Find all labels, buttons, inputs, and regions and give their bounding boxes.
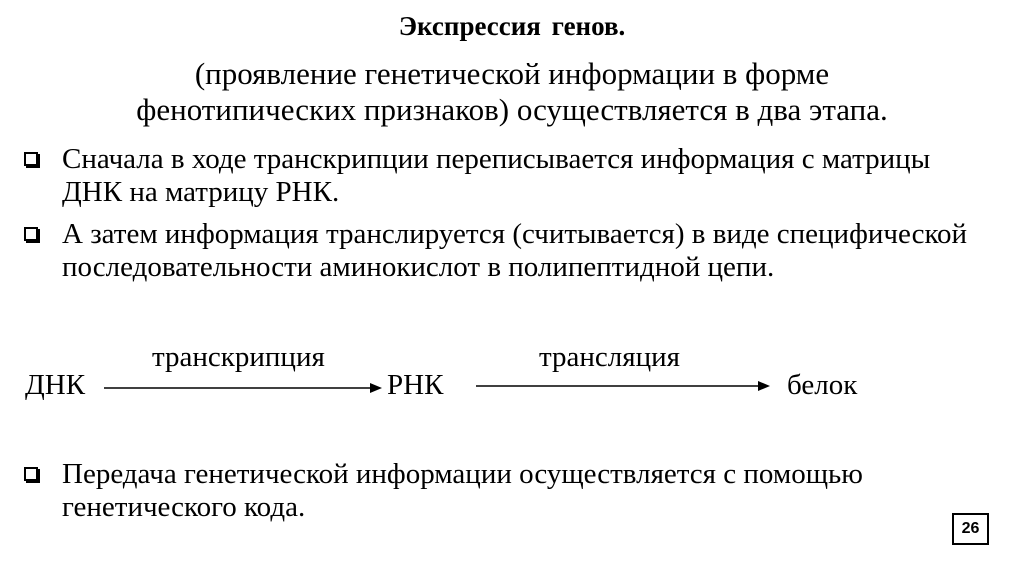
subtitle-line-2: фенотипических признаков) осуществляется в два этапа. [136, 92, 888, 127]
checkbox-bullet-icon [24, 152, 38, 166]
checkbox-bullet-icon [24, 227, 38, 241]
flow-node-dna: ДНК [25, 369, 86, 401]
slide-subtitle [0, 56, 1024, 128]
flow-node-protein: белок [787, 369, 858, 401]
bullet-text: Передача генетической информации осуществляется с помощью генетического кода. [62, 458, 863, 523]
bullet-text: Сначала в ходе транскрипции переписывается информация с матрицы ДНК на матрицу РНК. [62, 143, 931, 208]
arrow-right-icon [476, 378, 770, 394]
page-number: 26 [952, 513, 989, 545]
flow-node-rna: РНК [387, 369, 444, 401]
arrow-right-icon [104, 380, 382, 396]
checkbox-bullet-icon [24, 467, 38, 481]
slide-title: Экспрессия генов. [398, 11, 626, 41]
flow-label-translation: трансляция [539, 341, 680, 373]
flow-label-transcription: транскрипция [152, 341, 325, 373]
bullet-text: А затем информация транслируется (считывается) в виде специфической последовательности аминокислот в полипептидной цепи. [62, 218, 968, 283]
subtitle-line-1: (проявление генетической информации в форме [194, 56, 830, 91]
